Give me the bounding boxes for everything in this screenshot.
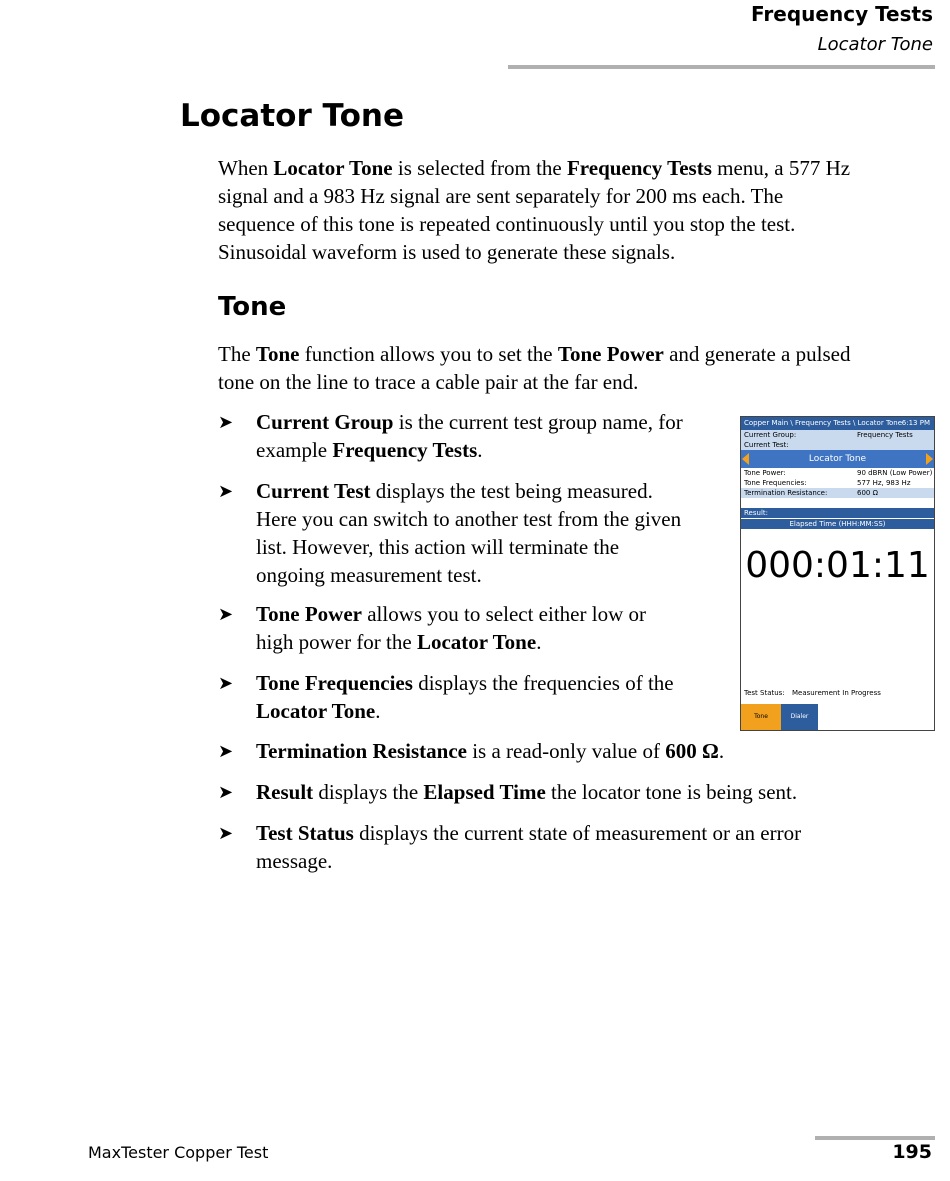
subsection-heading: Tone — [218, 292, 287, 322]
device-current-test-row: Current Test: — [741, 440, 934, 450]
device-elapsed-timer: 000:01:11 — [745, 545, 930, 586]
intro-line-3: sequence of this tone is repeated continuously until you stop the test. — [218, 212, 796, 236]
intro-line-4: Sinusoidal waveform is used to generate these signals. — [218, 240, 676, 264]
bullet-arrow-icon: ➤ — [218, 673, 234, 693]
section-heading: Locator Tone — [180, 98, 404, 134]
running-header-subtitle: Locator Tone — [817, 34, 933, 55]
bullet-arrow-icon: ➤ — [218, 823, 234, 843]
bullet-arrow-icon: ➤ — [218, 604, 234, 624]
next-arrow-icon[interactable] — [926, 453, 933, 465]
footer-rule — [815, 1136, 935, 1140]
device-elapsed-label: Elapsed Time (HHH:MM:SS) — [741, 519, 934, 529]
tone-paragraph — [218, 340, 850, 396]
device-title-bar — [741, 417, 934, 430]
page-number: 195 — [892, 1141, 932, 1163]
bullet-arrow-icon: ➤ — [218, 481, 234, 501]
bullet-arrow-icon: ➤ — [218, 412, 234, 432]
bullet-arrow-icon: ➤ — [218, 782, 234, 802]
device-test-status: Test Status: Measurement In Progress — [744, 689, 881, 697]
device-test-selector[interactable] — [741, 450, 934, 468]
intro-line-2: signal and a 983 Hz signal are sent separately for 200 ms each. The — [218, 184, 784, 208]
intro-line-1: When Locator Tone is selected from the Frequency Tests menu, a 577 Hz — [218, 156, 851, 180]
running-header-title: Frequency Tests — [751, 2, 933, 26]
device-clock: 6:13 PM — [901, 419, 930, 427]
header-rule — [508, 65, 935, 69]
device-tone-button[interactable]: Tone — [741, 704, 781, 730]
device-tone-power-row[interactable]: Tone Power: 90 dBRN (Low Power) — [744, 469, 933, 477]
device-breadcrumb: Copper Main \ Frequency Tests \ Locator Tone — [744, 419, 903, 427]
device-current-group-row: Current Group: Frequency Tests — [741, 430, 934, 440]
device-result-header: Result: — [741, 508, 934, 518]
device-selected-test: Locator Tone — [808, 454, 867, 464]
intro-paragraph — [218, 154, 850, 266]
bullet-arrow-icon: ➤ — [218, 741, 234, 761]
tone-line-1: The Tone function allows you to set the Tone Power and generate a pulsed — [218, 342, 851, 366]
previous-arrow-icon[interactable] — [742, 453, 749, 465]
device-tone-frequencies-row: Tone Frequencies: 577 Hz, 983 Hz — [744, 479, 911, 487]
device-termination-resistance-row: Termination Resistance: 600 Ω — [741, 488, 934, 498]
device-dialer-button[interactable]: Dialer — [781, 704, 818, 730]
footer-product-name: MaxTester Copper Test — [88, 1143, 269, 1162]
tone-line-2: tone on the line to trace a cable pair at the far end. — [218, 370, 639, 394]
device-screenshot — [740, 416, 935, 731]
